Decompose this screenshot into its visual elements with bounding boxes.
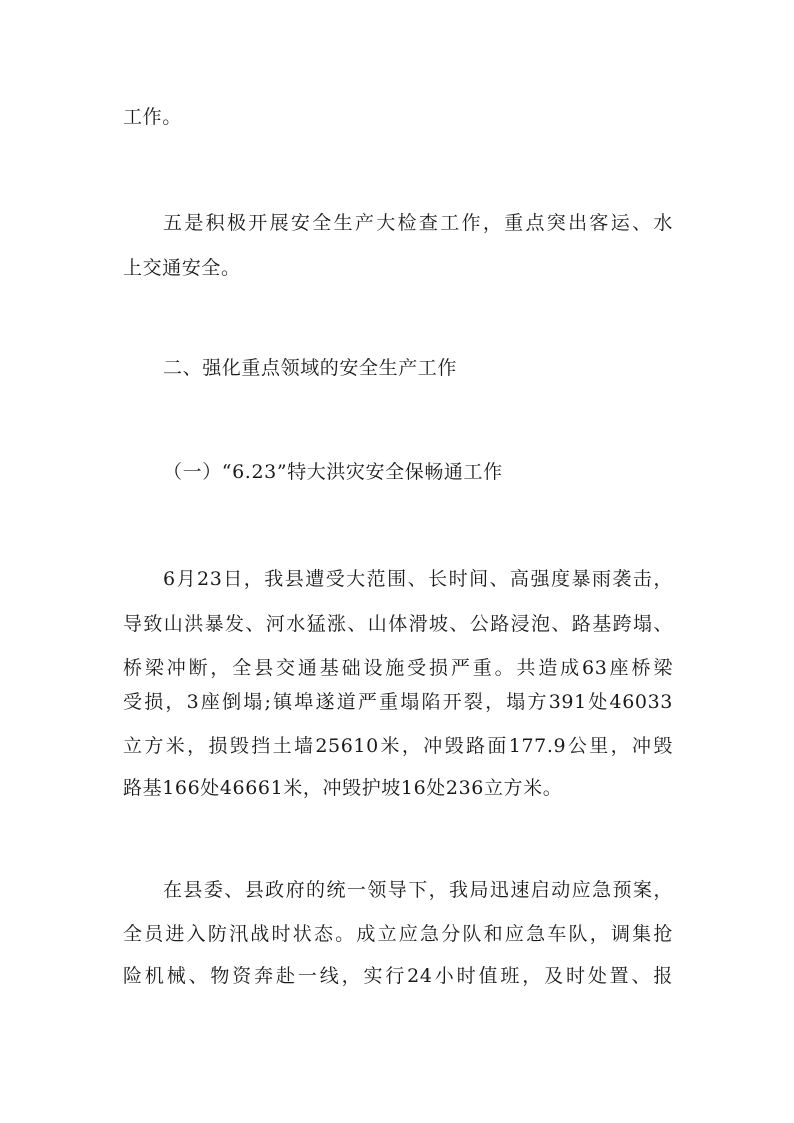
response-paragraph-line-1: 在县委、县政府的统一领导下，我局迅速启动应急预案， [163,879,673,901]
flood-paragraph-line-3: 桥梁冲断，全县交通基础设施受损严重。共造成63座桥梁 [123,657,673,679]
flood-paragraph-line-5: 立方米，损毁挡土墙25610米，冲毁路面177.9公里，冲毁 [123,735,673,757]
flood-paragraph-line-1: 6月23日，我县遭受大范围、长时间、高强度暴雨袭击， [163,568,673,590]
paragraph-five-line-2: 上交通安全。 [123,257,241,279]
paragraph-five-line-1: 五是积极开展安全生产大检查工作，重点突出客运、水 [163,212,673,234]
subsection-heading-one: （一）“6.23”特大洪灾安全保畅通工作 [163,461,503,483]
text-line-continuation: 工作。 [123,106,182,128]
flood-paragraph-line-4: 受损，3座倒塌;镇埠遂道严重塌陷开裂，塌方391处46033 [123,691,673,713]
flood-paragraph-line-6: 路基166处46661米，冲毁护坡16处236立方米。 [123,777,563,799]
section-heading-two: 二、强化重点领域的安全生产工作 [163,357,458,379]
response-paragraph-line-3: 险机械、物资奔赴一线，实行24小时值班，及时处置、报 [123,965,673,987]
response-paragraph-line-2: 全员进入防汛战时状态。成立应急分队和应急车队，调集抢 [123,923,673,945]
flood-paragraph-line-2: 导致山洪暴发、河水猛涨、山体滑坡、公路浸泡、路基跨塌、 [123,613,673,635]
